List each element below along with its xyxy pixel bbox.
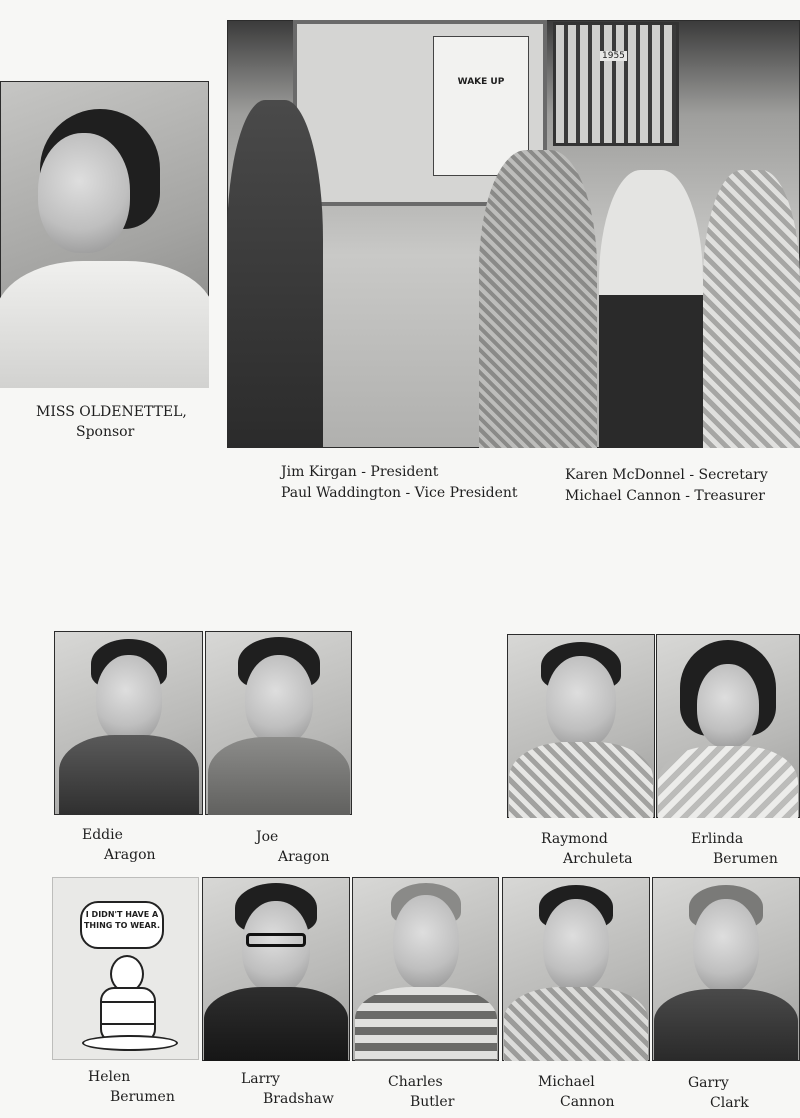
student-last-name: Archuleta <box>563 851 633 867</box>
student-caption <box>256 827 330 867</box>
student-photo-michael-cannon <box>502 877 650 1061</box>
cartoon-placeholder <box>52 877 199 1060</box>
sponsor-name: MISS OLDENETTEL, <box>36 404 187 420</box>
student-caption <box>388 1072 454 1112</box>
sponsor-role: Sponsor <box>76 424 135 440</box>
student-last-name: Butler <box>410 1094 455 1110</box>
student-caption <box>241 1069 334 1109</box>
officer-line: Paul Waddington - Vice President <box>281 485 518 501</box>
student-first-name: Helen <box>88 1069 131 1085</box>
officer-line: Karen McDonnel - Secretary <box>565 467 768 483</box>
officers-photo <box>227 20 800 448</box>
student-caption <box>88 1067 175 1107</box>
sponsor-caption <box>36 402 187 442</box>
glasses-icon <box>246 933 306 947</box>
cartoon-speech-bubble: I DIDN'T HAVE A THING TO WEAR. <box>80 901 164 949</box>
student-photo-raymond-archuleta <box>507 634 655 818</box>
student-last-name: Berumen <box>713 851 778 867</box>
puddle-icon <box>82 1035 178 1051</box>
officer-figure-1 <box>227 100 323 448</box>
class-photo-year: 1955 <box>602 51 625 61</box>
student-first-name: Garry <box>688 1075 729 1091</box>
student-first-name: Joe <box>256 829 279 845</box>
student-last-name: Cannon <box>560 1094 615 1110</box>
student-first-name: Raymond <box>541 831 608 847</box>
student-first-name: Michael <box>538 1074 595 1090</box>
student-photo-larry-bradshaw <box>202 877 350 1061</box>
student-photo-charles-butler <box>352 877 499 1061</box>
officer-line: Jim Kirgan - President <box>281 464 439 480</box>
officer-line: Michael Cannon - Treasurer <box>565 488 765 504</box>
class-photo-frame <box>553 22 679 146</box>
officer-figure-3 <box>599 170 703 448</box>
officer-figure-2 <box>479 150 597 448</box>
officers-caption-right <box>565 465 768 507</box>
student-first-name: Eddie <box>82 827 123 843</box>
student-first-name: Larry <box>241 1071 280 1087</box>
officers-caption-left <box>281 462 518 504</box>
student-photo-garry-clark <box>652 877 800 1061</box>
student-photo-eddie-aragon <box>54 631 203 815</box>
student-caption <box>82 825 156 865</box>
student-caption <box>688 1073 749 1113</box>
student-last-name: Aragon <box>278 849 330 865</box>
sponsor-photo <box>0 81 209 388</box>
student-photo-erlinda-berumen <box>656 634 800 818</box>
student-last-name: Clark <box>710 1095 749 1111</box>
student-caption <box>541 829 632 869</box>
student-last-name: Aragon <box>104 847 156 863</box>
student-last-name: Berumen <box>110 1089 175 1105</box>
student-caption <box>691 829 778 869</box>
student-last-name: Bradshaw <box>263 1091 334 1107</box>
student-caption <box>538 1072 615 1112</box>
student-photo-joe-aragon <box>205 631 352 815</box>
student-first-name: Charles <box>388 1074 443 1090</box>
wake-up-poster: WAKE UP <box>433 36 529 176</box>
student-first-name: Erlinda <box>691 831 744 847</box>
officer-figure-4 <box>703 170 800 448</box>
